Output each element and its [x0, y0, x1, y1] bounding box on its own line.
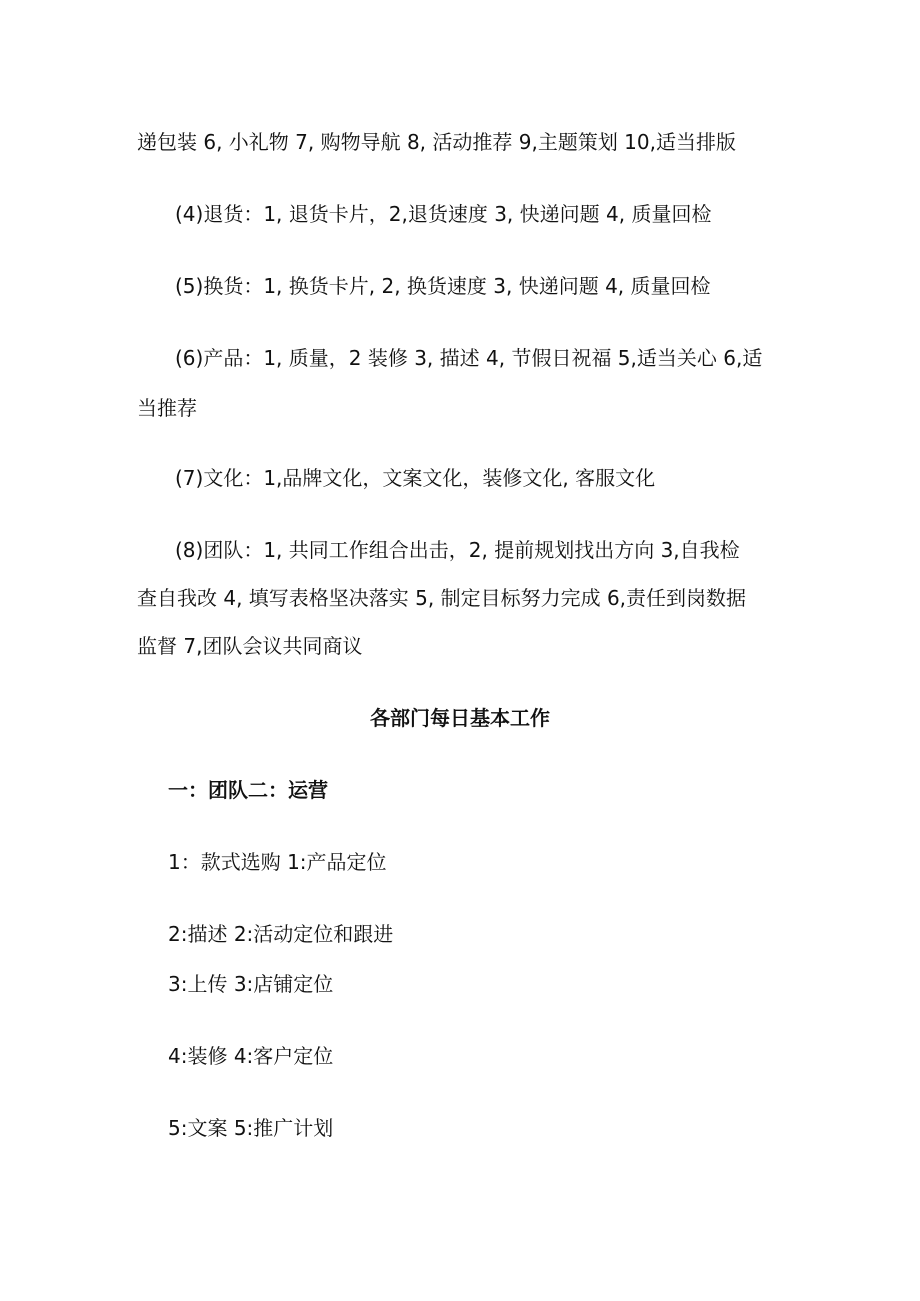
paragraph-team: (8)团队：1, 共同工作组合出击，2, 提前规划找出方向 3,自我检 — [175, 538, 740, 562]
paragraph-culture: (7)文化：1,品牌文化，文案文化，装修文化, 客服文化 — [175, 466, 656, 490]
list-item: 3:上传 3:店铺定位 — [168, 972, 334, 996]
paragraph-team-cont-1: 查自我改 4, 填写表格坚决落实 5, 制定目标努力完成 6,责任到岗数据 — [137, 586, 747, 610]
list-item: 1：款式选购 1:产品定位 — [168, 850, 387, 874]
list-item: 2:描述 2:活动定位和跟进 — [168, 922, 394, 946]
paragraph-product-cont: 当推荐 — [137, 396, 197, 420]
section-title: 各部门每日基本工作 — [370, 706, 550, 730]
paragraph-return: (4)退货：1, 退货卡片，2,退货速度 3, 快递问题 4, 质量回检 — [175, 202, 712, 226]
paragraph-line: 递包装 6, 小礼物 7, 购物导航 8, 活动推荐 9,主题策划 10,适当排版 — [137, 130, 736, 154]
paragraph-exchange: (5)换货：1, 换货卡片, 2, 换货速度 3, 快递问题 4, 质量回检 — [175, 274, 711, 298]
subheading: 一：团队二：运营 — [168, 778, 328, 802]
list-item: 4:装修 4:客户定位 — [168, 1044, 334, 1068]
paragraph-team-cont-2: 监督 7,团队会议共同商议 — [137, 634, 363, 658]
list-item: 5:文案 5:推广计划 — [168, 1116, 334, 1140]
paragraph-product: (6)产品：1, 质量，2 装修 3, 描述 4, 节假日祝福 5,适当关心 6,适 — [175, 346, 763, 370]
